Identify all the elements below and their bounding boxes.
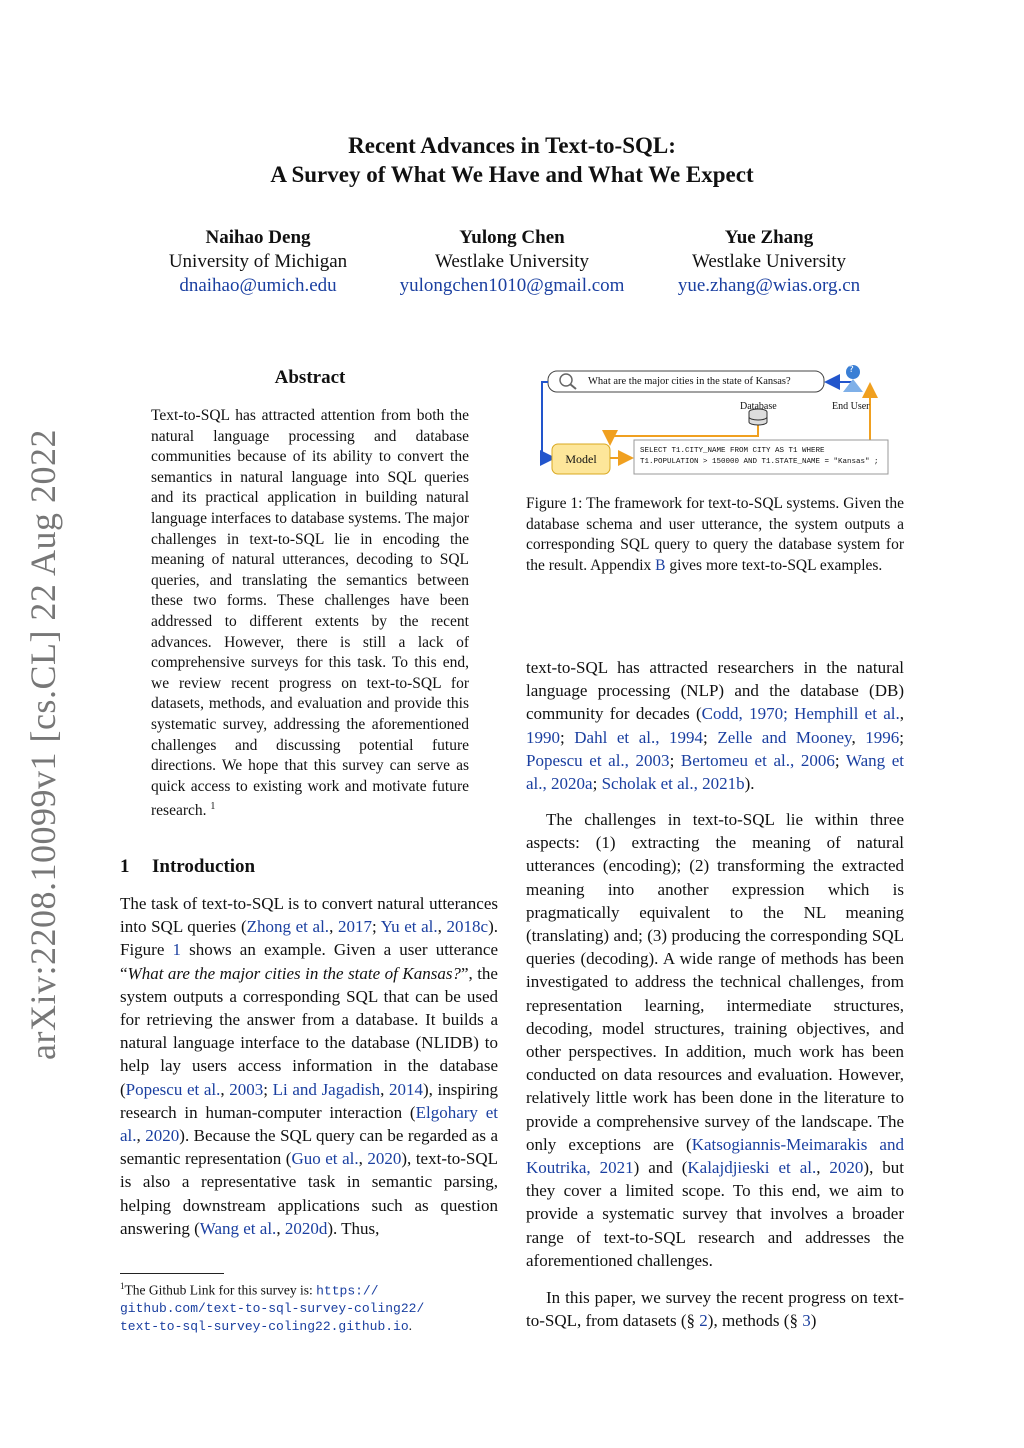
citation[interactable]: 2017: [337, 917, 372, 937]
right-paragraph-3: In this paper, we survey the recent progress on text-to-SQL, from datasets (§ 2), methods (§ 3): [526, 1288, 904, 1331]
intro-paragraph: The task of text-to-SQL is to convert natural utterances into SQL queries (Zhong et al., 2017; Yu et al., 2018c). Figure 1 shows an example. Given a user utterance “What are the major cities in the state of Kansas?”, the system outputs a corresponding SQL that can be used for retrieving the answer from a database. It builds a natural language interface to the database (NLIDB) to help lay users access information in the database (Popescu et al., 2003; Li and Jagadish, 2014), inspiring research in human-computer interaction (Elgohary et al., 2020). Because the SQL query can be regarded as a semantic representation (Guo et al., 2020), text-to-SQL is also a representative task in semantic parsing, helping downstream applications such as question answering (Wang et al., 2020d). Thus,: [120, 894, 499, 1238]
citation[interactable]: Wang et al.: [199, 1218, 277, 1238]
author-email[interactable]: yulongchen1010@gmail.com: [399, 275, 625, 296]
figure-sql-query: [640, 446, 879, 468]
footnote-url-line3[interactable]: text-to-sql-survey-coling22.github.io: [120, 1318, 409, 1334]
citation[interactable]: Elgohary et al.: [120, 1102, 498, 1146]
figure-ref[interactable]: 1: [172, 940, 182, 960]
arxiv-stamp: arXiv:2208.10099v1 [cs.CL] 22 Aug 2022: [23, 429, 63, 1060]
citation[interactable]: 1990: [526, 727, 560, 747]
citation[interactable]: Zhong et al.: [246, 917, 330, 937]
citation[interactable]: Yu et al.: [380, 917, 438, 937]
author-affiliation: Westlake University: [434, 251, 590, 272]
author-email[interactable]: yue.zhang@wias.org.cn: [677, 275, 861, 296]
figure-database-label: Database: [740, 401, 777, 412]
citation[interactable]: Bertomeu et al., 2006: [680, 750, 835, 770]
citation[interactable]: Codd, 1970; Hemphill et al.: [701, 704, 900, 724]
author-name: Yulong Chen: [459, 227, 565, 248]
flow-arrow-result-to-user: [830, 386, 870, 442]
footnote-marker[interactable]: 1: [210, 801, 216, 813]
section-ref[interactable]: 2: [699, 1311, 708, 1331]
citation[interactable]: 2020: [829, 1158, 864, 1178]
figure-end-user-label: End User: [832, 401, 870, 412]
figure-model-label: Model: [565, 452, 597, 466]
author-email[interactable]: dnaihao@umich.edu: [179, 275, 337, 296]
flow-arrow-db-to-model: [610, 422, 758, 442]
end-user-glyph: ?: [849, 365, 854, 375]
citation[interactable]: Li and Jagadish: [272, 1079, 381, 1099]
footnote-url-line2[interactable]: github.com/text-to-sql-survey-coling22/: [120, 1300, 425, 1316]
flow-arrow-query-to-model: [542, 382, 552, 458]
example-utterance: What are the major cities in the state of Kansas?: [127, 963, 461, 983]
citation[interactable]: Popescu et al., 2003: [526, 750, 670, 770]
section-number: 1: [120, 856, 130, 877]
author-name: Naihao Deng: [205, 227, 311, 248]
citation[interactable]: Kalajdjieski et al.: [687, 1158, 817, 1178]
figure-query-text: What are the major cities in the state of Kansas?: [588, 376, 791, 387]
author-affiliation: University of Michigan: [168, 251, 348, 272]
paper-title-line2: A Survey of What We Have and What We Expect: [270, 162, 754, 187]
citation[interactable]: 2020d: [284, 1218, 328, 1238]
citation[interactable]: Guo et al.: [291, 1149, 359, 1169]
citation[interactable]: Dahl et al., 1994: [574, 727, 704, 747]
citation[interactable]: 2018c: [446, 917, 489, 937]
citation[interactable]: Katsogiannis-Meimarakis and Koutrika, 2021: [526, 1134, 904, 1178]
section-title: Introduction: [152, 856, 256, 877]
sql-line: SELECT T1.CITY_NAME FROM CITY AS T1 WHERE: [640, 447, 825, 455]
section-ref[interactable]: 3: [802, 1311, 811, 1331]
author-name: Yue Zhang: [724, 227, 814, 248]
citation[interactable]: 2014: [389, 1079, 423, 1099]
paper-title-line1: Recent Advances in Text-to-SQL:: [348, 133, 676, 158]
figure-1: [530, 362, 910, 484]
right-paragraph-1: text-to-SQL has attracted researchers in the natural language processing (NLP) and the database (DB) community for decades (Codd, 1970; Hemphill et al., 1990; Dahl et al., 1994; Zelle and Mooney, 1996; Popescu et al., 2003; Bertomeu et al., 2006; Wang et al., 2020a; Scholak et al., 2021b).: [526, 658, 905, 794]
citation[interactable]: Zelle and Mooney: [717, 727, 852, 747]
citation[interactable]: Popescu et al.: [125, 1079, 221, 1099]
footnote-url[interactable]: https://: [316, 1283, 379, 1299]
citation[interactable]: 2020: [145, 1126, 180, 1146]
right-paragraph-2: The challenges in text-to-SQL lie within three aspects: (1) extracting the meaning of natural utterances (encoding); (2) transforming the extracted meaning into another expression which is pragmatically equivalent to the NL meaning (translating) and; (3) producing the corresponding SQL queries (decoding). A wide range of methods has been investigated to address the technical challenges, from representation learning, intermediate structures, decoding, model structures, training objectives, and other perspectives. In addition, much work has been conducted on data resources and evaluation. However, relatively little work has been done in the literature to provide a comprehensive survey of the landscape. The only exceptions are (Katsogiannis-Meimarakis and Koutrika, 2021) and (Kalajdjieski et al., 2020), but they cover a limited scope. To this end, we aim to provide a systematic survey that involves a broader range of text-to-SQL research and addresses the aforementioned challenges.: [526, 810, 905, 1270]
footnote-text: The Github Link for this survey is:: [124, 1282, 317, 1298]
citation[interactable]: 2003: [229, 1079, 264, 1099]
section-heading-introduction: [120, 856, 255, 878]
figure-caption: Figure 1: The framework for text-to-SQL systems. Given the database schema and user utterance, the system outputs a corresponding SQL query to query the database system for the result. Appendix B gives more text-to-SQL examples.: [526, 495, 904, 574]
citation[interactable]: Wang et al., 2020a: [526, 750, 905, 794]
author-block-2: [380, 226, 644, 298]
author-affiliation: Westlake University: [691, 251, 847, 272]
citation[interactable]: 2020: [367, 1149, 402, 1169]
abstract-text: [151, 406, 469, 822]
citation[interactable]: Scholak et al., 2021b: [601, 774, 745, 794]
author-block-1: [140, 226, 376, 298]
author-block-3: [654, 226, 884, 298]
abstract-body-text: Text-to-SQL has attracted attention from both the natural language processing and database communities because of its ability to convert the semantics in natural language into SQL queries and its practical application in building natural language interfaces to database systems. The major challenges in text-to-SQL lie in encoding the meaning of natural utterances, decoding to SQL queries, and translating the semantics between these two forms. These challenges have been addressed to different extents by the recent advances. However, there is still a lack of comprehensive surveys for this task. To this end, we review recent progress on text-to-SQL for datasets, methods, and evaluation and provide this systematic survey, addressing the aforementioned challenges and discussing potential future directions. We hope that this survey can serve as quick access to existing work and motivate future research.: [151, 407, 469, 820]
sql-line: T1.POPULATION > 150000 AND T1.STATE_NAME = "Kansas" ;: [640, 458, 879, 466]
abstract-heading: Abstract: [274, 367, 346, 388]
footnote: $^1$The Github Link for this survey is: https:// github.com/text-to-sql-survey-coling22/ text-to-sql-survey-coling22.github.io.: [120, 1278, 500, 1335]
appendix-ref[interactable]: B: [655, 556, 666, 574]
citation[interactable]: 1996: [865, 727, 900, 747]
footnote-rule: [120, 1273, 224, 1274]
footnote-mark: 1: [120, 1281, 125, 1291]
